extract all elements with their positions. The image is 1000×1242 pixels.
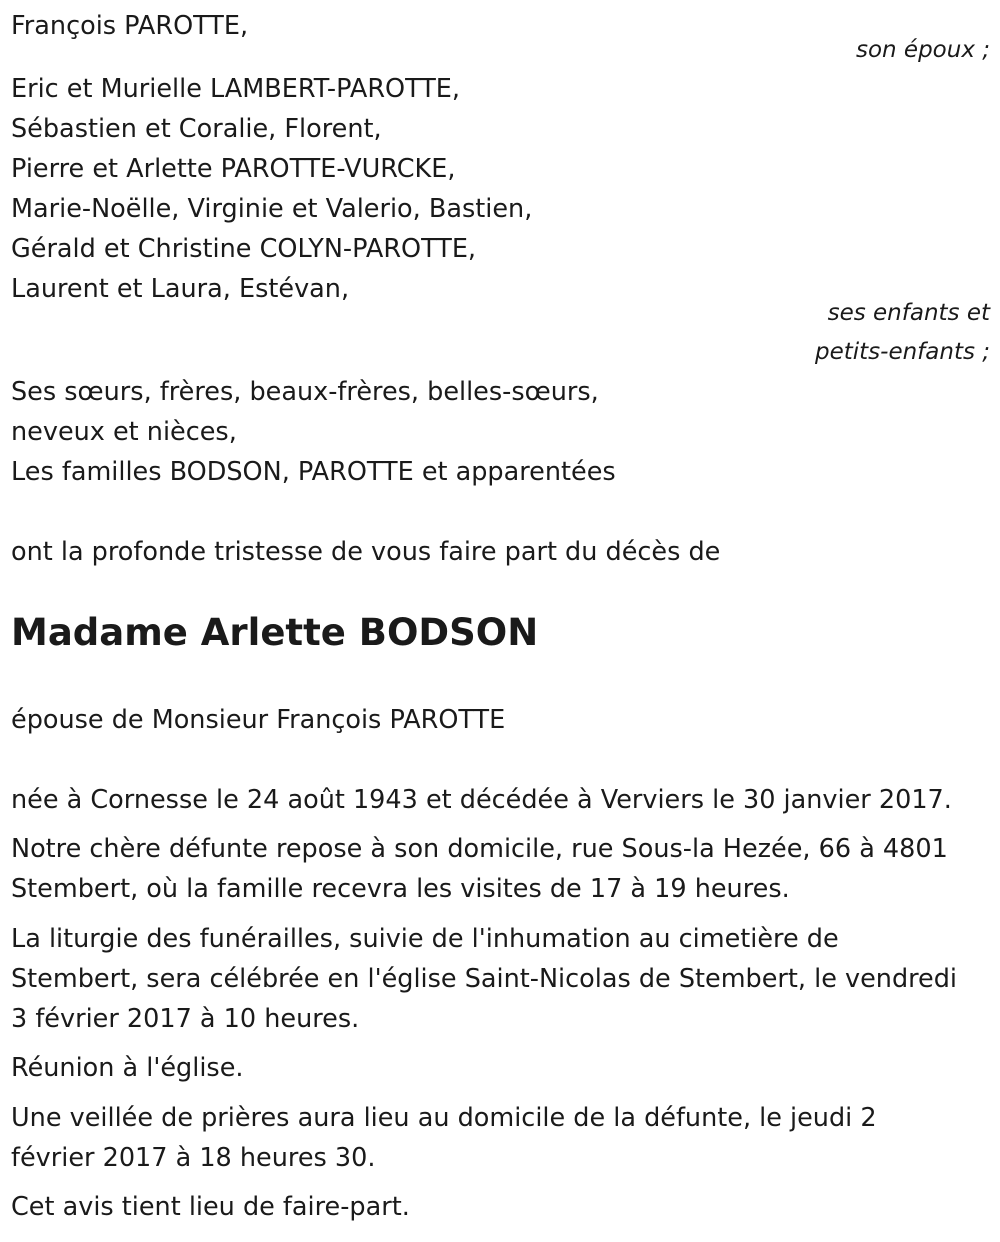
liturgy-line-1: La liturgie des funérailles, suivie de l'inhumation au cimetière de [11,924,839,954]
child-line-4: Marie-Noëlle, Virginie et Valerio, Bastien, [11,194,533,224]
vigil-line-1: Une veillée de prières aura lieu au domicile de la défunte, le jeudi 2 [11,1103,877,1133]
meeting-line: Réunion à l'église. [11,1053,244,1083]
child-line-6: Laurent et Laura, Estévan, [11,274,350,304]
child-line-5: Gérald et Christine COLYN-PAROTTE, [11,234,477,264]
announcement: ont la profonde tristesse de vous faire part du décès de [11,537,721,567]
child-line-1: Eric et Murielle LAMBERT-PAROTTE, [11,74,461,104]
vigil-line-2: février 2017 à 18 heures 30. [11,1143,376,1173]
child-line-3: Pierre et Arlette PAROTTE-VURCKE, [11,154,456,184]
family-line-2: neveux et nièces, [11,417,237,447]
husband-role: son époux ; [855,37,990,63]
rest-line-2: Stembert, où la famille recevra les visites de 17 à 19 heures. [11,874,790,904]
husband-name: François PAROTTE, [11,11,249,41]
closing-line: Cet avis tient lieu de faire-part. [11,1192,410,1222]
rest-line-1: Notre chère défunte repose à son domicile, rue Sous-la Hezée, 66 à 4801 [11,834,948,864]
children-role-2: petits-enfants ; [814,339,990,365]
birth-death-line: née à Cornesse le 24 août 1943 et décédée à Verviers le 30 janvier 2017. [11,785,952,815]
liturgy-line-2: Stembert, sera célébrée en l'église Saint-Nicolas de Stembert, le vendredi [11,964,958,994]
deceased-name: Madame Arlette BODSON [11,611,539,654]
spouse-line: épouse de Monsieur François PAROTTE [11,705,506,735]
family-line-3: Les familles BODSON, PAROTTE et apparentées [11,457,616,487]
children-role-1: ses enfants et [827,300,990,326]
child-line-2: Sébastien et Coralie, Florent, [11,114,382,144]
liturgy-line-3: 3 février 2017 à 10 heures. [11,1004,360,1034]
family-line-1: Ses sœurs, frères, beaux-frères, belles-sœurs, [11,377,599,407]
